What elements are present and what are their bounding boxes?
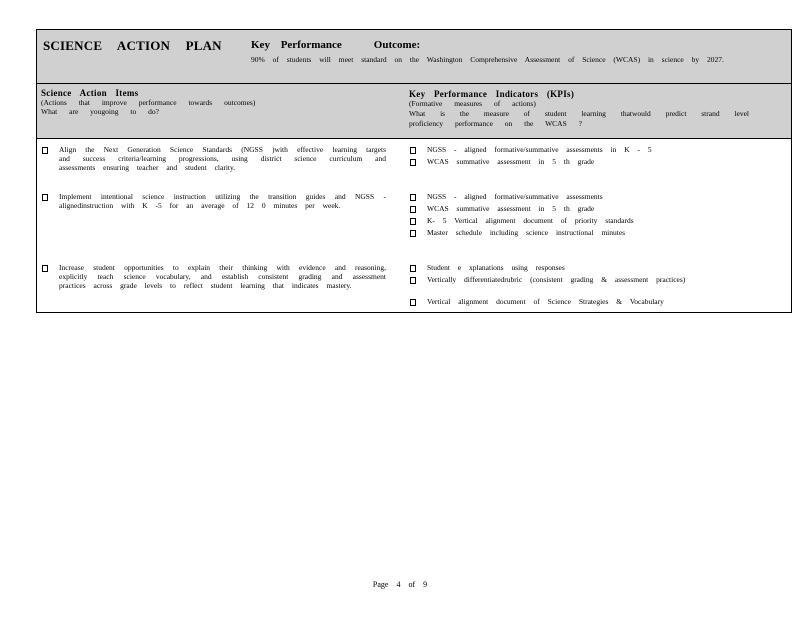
action-items-title: Science Action Items	[41, 88, 139, 98]
checkbox-bullet-icon	[410, 230, 416, 237]
checkbox-bullet-icon	[410, 159, 416, 166]
action-item-text: Align the Next Generation Science Standards (NGSS )with effective learning targets and success criteria/learning progressions, using district science curriculum and assessments ensuring teacher and student clarity.	[59, 145, 386, 173]
column-header-row	[37, 84, 791, 139]
title-row	[37, 30, 791, 84]
kpi-text: Student e xplanations using responses	[427, 263, 565, 272]
checkbox-bullet-icon	[410, 265, 416, 272]
checkbox-bullet-icon	[410, 277, 416, 284]
plan-title: SCIENCE ACTION PLAN	[43, 38, 222, 53]
checkbox-bullet-icon	[410, 206, 416, 213]
action-items-question: What are yougoing to do?	[41, 107, 159, 116]
page-number: Page 4 of 9	[372, 580, 428, 589]
action-plan-page	[36, 29, 790, 313]
kpi-header	[409, 89, 749, 129]
checkbox-bullet-icon	[410, 147, 416, 154]
kpi-text: Vertical alignment document of Science Strategies & Vocabulary	[427, 297, 664, 306]
key-performance-outcome-heading	[251, 39, 420, 51]
checkbox-bullet-icon	[42, 147, 48, 154]
kpi-question: What is the measure of student learning thatwould predict strand level proficiency performance on the WCAS ?	[409, 109, 749, 128]
key-performance-outcome-text: 90% of students will meet standard on the Washington Comprehensive Assessment of Science (WCAS) in science by 2027.	[251, 55, 724, 64]
action-item	[41, 192, 386, 232]
action-item-text: Implement intentional science instruction utilizing the transition guides and NGSS - alignedinstruction with K -5 for an average of 12 0 minutes per week.	[59, 192, 386, 211]
kpi-text: WCAS summative assessment in 5 th grade	[427, 204, 595, 213]
action-items-header	[41, 89, 381, 116]
kpi-text: Vertically differentiatedrubric (consistent grading & assessment practices)	[427, 275, 686, 284]
kpi-subtitle: (Formative measures of actions)	[409, 99, 536, 108]
action-plan-table	[36, 29, 792, 313]
kpo-label-outcome: Outcome:	[373, 39, 421, 51]
action-items-subtitle: (Actions that improve performance towards outcomes)	[41, 98, 256, 107]
kpi-text: WCAS summative assessment in 5 th grade	[427, 157, 595, 166]
action-item-text: Increase student opportunities to explain their thinking with evidence and reasoning, explicitly teach science vocabulary, and establish consistent grading and assessment practices across grade levels to reflect student learning that indicates mastery.	[59, 263, 386, 291]
kpi-text: NGSS - aligned formative/summative assessments	[427, 192, 603, 201]
checkbox-bullet-icon	[42, 194, 48, 201]
kpi-text: NGSS - aligned formative/summative assessments in K - 5	[427, 145, 652, 154]
kpi-title: Key Performance Indicators (KPIs)	[409, 89, 575, 99]
checkbox-bullet-icon	[410, 299, 416, 306]
kpo-label: Key Performance	[251, 39, 342, 51]
kpi-text: K- 5 Vertical alignment document of priority standards	[427, 216, 634, 225]
content-row	[37, 139, 791, 312]
checkbox-bullet-icon	[410, 218, 416, 225]
action-item	[41, 145, 386, 185]
kpi-text: Master schedule including science instructional minutes	[427, 228, 626, 237]
checkbox-bullet-icon	[410, 194, 416, 201]
action-item	[41, 263, 386, 311]
checkbox-bullet-icon	[42, 265, 48, 272]
